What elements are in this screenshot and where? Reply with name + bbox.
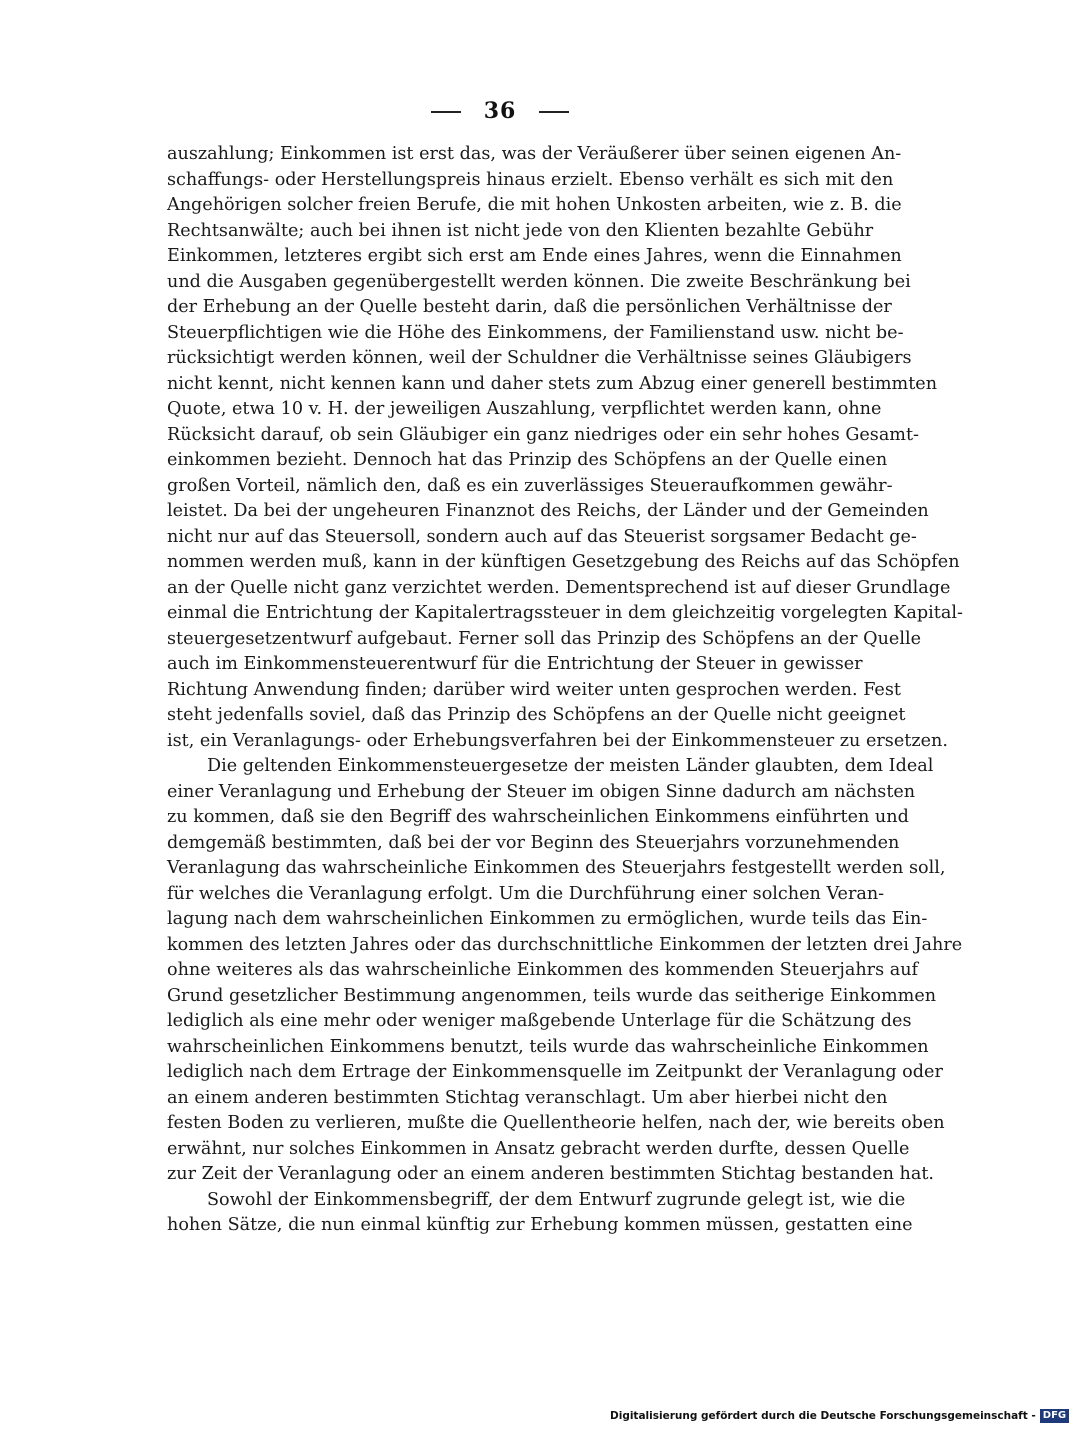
text-line-paragraph-start: Sowohl der Einkommensbegriff, der dem Entwurf zugrunde gelegt ist, wie die xyxy=(207,1189,906,1210)
text-line: großen Vorteil, nämlich den, daß es ein zuverlässiges Steueraufkommen gewähr- xyxy=(167,475,893,496)
text-line: Steuerpflichtigen wie die Höhe des Einkommens, der Familienstand usw. nicht be- xyxy=(167,322,904,343)
text-line-paragraph-end: ist, ein Veranlagungs- oder Erhebungsverfahren bei der Einkommensteuer zu ersetzen. xyxy=(167,730,948,751)
text-line: leistet. Da bei der ungeheuren Finanznot des Reichs, der Länder und der Gemeinden xyxy=(167,501,929,521)
text-line: einer Veranlagung und Erhebung der Steuer im obigen Sinne dadurch am nächsten xyxy=(167,781,916,802)
text-line: wahrscheinlichen Einkommens benutzt, teils wurde das wahrscheinliche Einkommen xyxy=(167,1036,929,1057)
text-line: Grund gesetzlicher Bestimmung angenommen, teils wurde das seitherige Einkommen xyxy=(167,985,937,1006)
text-line: Richtung Anwendung finden; darüber wird weiter unten gesprochen werden. Fest xyxy=(167,679,901,700)
text-line-paragraph-start: Die geltenden Einkommensteuergesetze der meisten Länder glaubten, dem Ideal xyxy=(207,756,934,776)
dfg-logo: DFG xyxy=(1040,1409,1069,1423)
text-line: Rücksicht darauf, ob sein Gläubiger ein ganz niedriges oder ein sehr hohes Gesamt- xyxy=(167,424,920,445)
text-line: nicht nur auf das Steuersoll, sondern auch auf das Steuerist sorgsamer Bedacht ge- xyxy=(167,526,917,547)
body-text xyxy=(167,142,963,1239)
text-line: für welches die Veranlagung erfolgt. Um die Durchführung einer solchen Veran- xyxy=(167,883,885,904)
text-line: nicht kennt, nicht kennen kann und daher stets zum Abzug einer generell bestimmten xyxy=(167,373,938,394)
text-line: und die Ausgaben gegenübergestellt werden können. Die zweite Beschränkung bei xyxy=(167,271,911,292)
text-line: kommen des letzten Jahres oder das durchschnittliche Einkommen der letzten drei Jahre xyxy=(167,934,963,955)
text-line: Veranlagung das wahrscheinliche Einkommen des Steuerjahrs festgestellt werden soll, xyxy=(167,858,946,878)
text-line-paragraph-end: zur Zeit der Veranlagung oder an einem anderen bestimmten Stichtag bestanden hat. xyxy=(167,1164,935,1184)
text-line: an der Quelle nicht ganz verzichtet werden. Dementsprechend ist auf dieser Grundlage xyxy=(167,577,951,598)
digitization-footer xyxy=(610,1409,1069,1423)
text-line: Angehörigen solcher freien Berufe, die mit hohen Unkosten arbeiten, wie z. B. die xyxy=(167,195,902,215)
page-number-header xyxy=(0,98,1000,124)
header-dash-right xyxy=(539,111,569,113)
text-line: einmal die Entrichtung der Kapitalertragssteuer in dem gleichzeitig vorgelegten Kapital- xyxy=(167,603,963,623)
text-line: der Erhebung an der Quelle besteht darin, daß die persönlichen Verhältnisse der xyxy=(167,297,892,317)
text-line: demgemäß bestimmten, daß bei der vor Beginn des Steuerjahrs vorzunehmenden xyxy=(167,832,900,853)
text-line: festen Boden zu verlieren, mußte die Quellentheorie helfen, nach der, wie bereits oben xyxy=(167,1113,945,1133)
text-line: hohen Sätze, die nun einmal künftig zur Erhebung kommen müssen, gestatten eine xyxy=(167,1215,913,1235)
text-line: schaffungs- oder Herstellungspreis hinaus erzielt. Ebenso verhält es sich mit den xyxy=(167,169,894,190)
text-line: lediglich nach dem Ertrage der Einkommensquelle im Zeitpunkt der Veranlagung oder xyxy=(167,1062,943,1082)
text-line: einkommen bezieht. Dennoch hat das Prinzip des Schöpfens an der Quelle einen xyxy=(167,450,888,470)
page-number: 36 xyxy=(483,98,517,124)
text-line: zu kommen, daß sie den Begriff des wahrscheinlichen Einkommens einführten und xyxy=(167,807,909,827)
text-line: auszahlung; Einkommen ist erst das, was der Veräußerer über seinen eigenen An- xyxy=(167,144,902,164)
text-line: Einkommen, letzteres ergibt sich erst am Ende eines Jahres, wenn die Einnahmen xyxy=(167,246,902,266)
header-dash-left xyxy=(431,111,461,113)
text-line: nommen werden muß, kann in der künftigen Gesetzgebung des Reichs auf das Schöpfen xyxy=(167,552,960,572)
text-line: steuergesetzentwurf aufgebaut. Ferner soll das Prinzip des Schöpfens an der Quelle xyxy=(167,628,921,649)
text-line: auch im Einkommensteuerentwurf für die Entrichtung der Steuer in gewisser xyxy=(167,654,863,674)
footer-credit-text: Digitalisierung gefördert durch die Deutsche Forschungsgemeinschaft - xyxy=(610,1410,1036,1422)
text-line: rücksichtigt werden können, weil der Schuldner die Verhältnisse seines Gläubigers xyxy=(167,348,912,368)
text-line: lediglich als eine mehr oder weniger maßgebende Unterlage für die Schätzung des xyxy=(167,1011,912,1031)
text-line: lagung nach dem wahrscheinlichen Einkommen zu ermöglichen, wurde teils das Ein- xyxy=(167,909,928,929)
text-line: Quote, etwa 10 v. H. der jeweiligen Auszahlung, verpflichtet werden kann, ohne xyxy=(167,399,882,419)
text-line: ohne weiteres als das wahrscheinliche Einkommen des kommenden Steuerjahrs auf xyxy=(167,960,919,980)
text-line: steht jedenfalls soviel, daß das Prinzip des Schöpfens an der Quelle nicht geeignet xyxy=(167,705,906,725)
text-line: erwähnt, nur solches Einkommen in Ansatz gebracht werden durfte, dessen Quelle xyxy=(167,1138,910,1159)
text-line: an einem anderen bestimmten Stichtag veranschlagt. Um aber hierbei nicht den xyxy=(167,1087,888,1108)
text-line: Rechtsanwälte; auch bei ihnen ist nicht jede von den Klienten bezahlte Gebühr xyxy=(167,220,874,241)
